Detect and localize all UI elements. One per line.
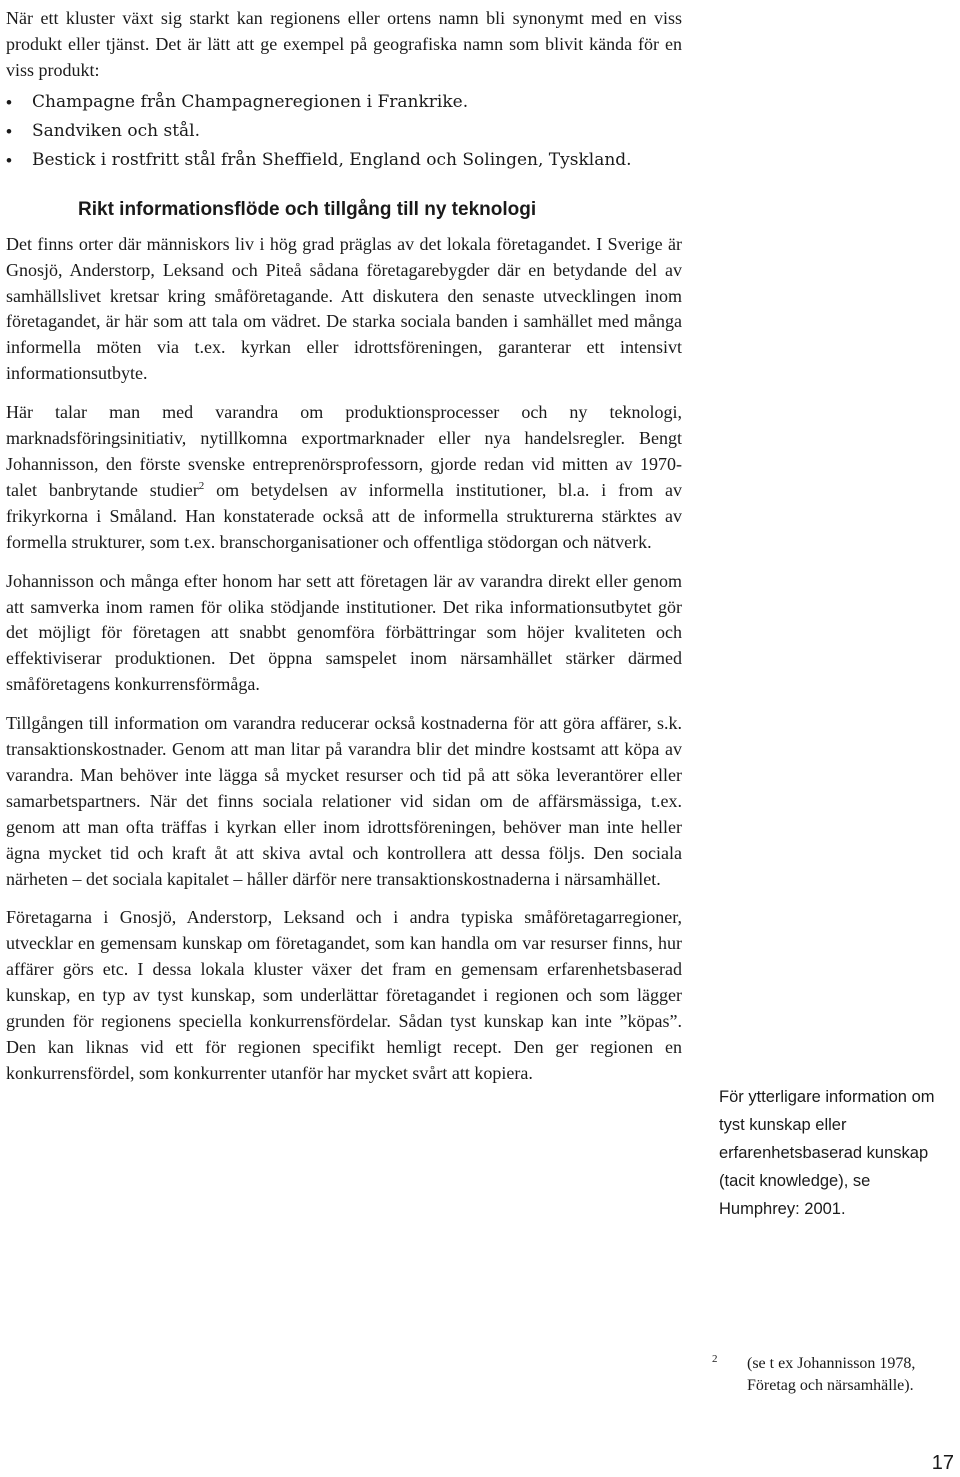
body-paragraph: Tillgången till information om varandra reducerar också kostnaderna för att göra affärer, s.k. transaktionskostnader. Genom att man litar på varandra blir det mindre kostsamt att köpa av varandra. Man behöver inte lägga så mycket resurser och tid på att söka leverantörer eller samarbetspartners. När det finns sociala relationer vid sidan om de affärsmässiga, t.ex. genom att man ofta träffas i kyrkan eller inom idrottsföreningen, behöver man inte heller ägna mycket tid och kraft åt att skiva avtal och kontrollera att dessa följs. Den sociala närheten – det sociala kapitalet – håller därför nere transaktionskostnaderna i närsamhället. xyxy=(6,713,682,889)
list-item-text: Sandviken och stål. xyxy=(32,120,201,141)
list-item xyxy=(6,88,682,117)
footnote-number: 2 xyxy=(712,1353,718,1365)
body-paragraph xyxy=(6,400,682,555)
bullet-icon: • xyxy=(6,150,12,170)
list-item xyxy=(6,146,682,175)
bullet-icon: • xyxy=(6,92,12,112)
list-item xyxy=(6,117,682,146)
body-paragraph: Företagarna i Gnosjö, Anderstorp, Leksand och i andra typiska småföretagarregioner, utvecklar en gemensam kunskap om företagandet, som kan handla om var resurser finns, hur affärer görs etc. I dessa lokala kluster växer det fram en gemensam erfarenhetsbaserad kunskap, en typ av tyst kunskap, som underlättar företagandet i regionen och som lägger grunden för regionens speciella konkurrensfördelar. Sådan tyst kunskap kan inte ”köpas”. Den kan liknas vid ett för regionen specifikt hemligt recept. Den ger regionen en konkurrensfördel, som konkurrenter utanför har mycket svårt att kopiera. xyxy=(6,907,682,1083)
body-paragraph: Det finns orter där människors liv i hög grad präglas av det lokala företagandet. I Sverige är Gnosjö, Anderstorp, Leksand och Piteå sådana företagarebygder där en betydande del av samhällslivet kretsar kring småföretagande. Att diskutera den senaste utvecklingen inom företagandet, är här som att tala om vädret. De starka sociala banden i samhället med många informella möten via t.ex. kyrkan eller idrottsföreningen, garanterar ett intensivt informationsutbyte. xyxy=(6,233,682,384)
margin-note: För ytterligare information om tyst kunskap eller erfarenhetsbaserad kunskap (tacit knowledge), se Humphrey: 2001. xyxy=(719,1088,935,1218)
footnote-reference[interactable]: 2 xyxy=(198,479,205,492)
section-heading: Rikt informationsflöde och tillgång till ny teknologi xyxy=(78,198,537,220)
list-item-text: Champagne från Champagneregionen i Frankrike. xyxy=(32,91,469,112)
page-number: 17 xyxy=(931,1452,954,1474)
main-column xyxy=(6,6,682,1100)
body-text: Här talar man med varandra om produktionsprocesser och ny teknologi, marknadsföringsinitiativ, nytillkomna exportmarknader eller nya handelsregler. Bengt Johannisson, den förste svenske entreprenörsprofessorn, gjorde redan vid mitten av 1970-talet banbrytande studier xyxy=(6,402,682,500)
intro-paragraph: När ett kluster växt sig starkt kan regionens eller ortens namn bli synonymt med en viss produkt eller tjänst. Det är lätt att ge exempel på geografiska namn som blivit kända för en viss produkt: xyxy=(6,8,682,80)
example-list xyxy=(6,88,682,175)
list-item-text: Bestick i rostfritt stål från Sheffield, England och Solingen, Tyskland. xyxy=(32,149,632,170)
footnote-text: (se t ex Johannisson 1978, Företag och närsamhälle). xyxy=(747,1355,916,1394)
body-text: om betydelsen av informella institutioner, bl.a. i from av frikyrkorna i Småland. Han konstaterade också att de informella strukturerna stärktes av formella strukturer, som t.ex. branschorganisationer och offentliga stödorgan och nätverk. xyxy=(6,479,682,552)
body-paragraph: Johannisson och många efter honom har sett att företagen lär av varandra direkt eller genom att samverka inom ramen för olika stödjande institutioner. Det rika informationsutbytet gör det möjligt för företagen att snabbt genomföra förbättringar som höjer kvaliteten och effektiviserar produktionen. Det öppna samspelet inom närsamhället stärker därmed småföretagens konkurrensförmåga. xyxy=(6,570,682,695)
footnote xyxy=(712,1353,957,1397)
bullet-icon: • xyxy=(6,121,12,141)
